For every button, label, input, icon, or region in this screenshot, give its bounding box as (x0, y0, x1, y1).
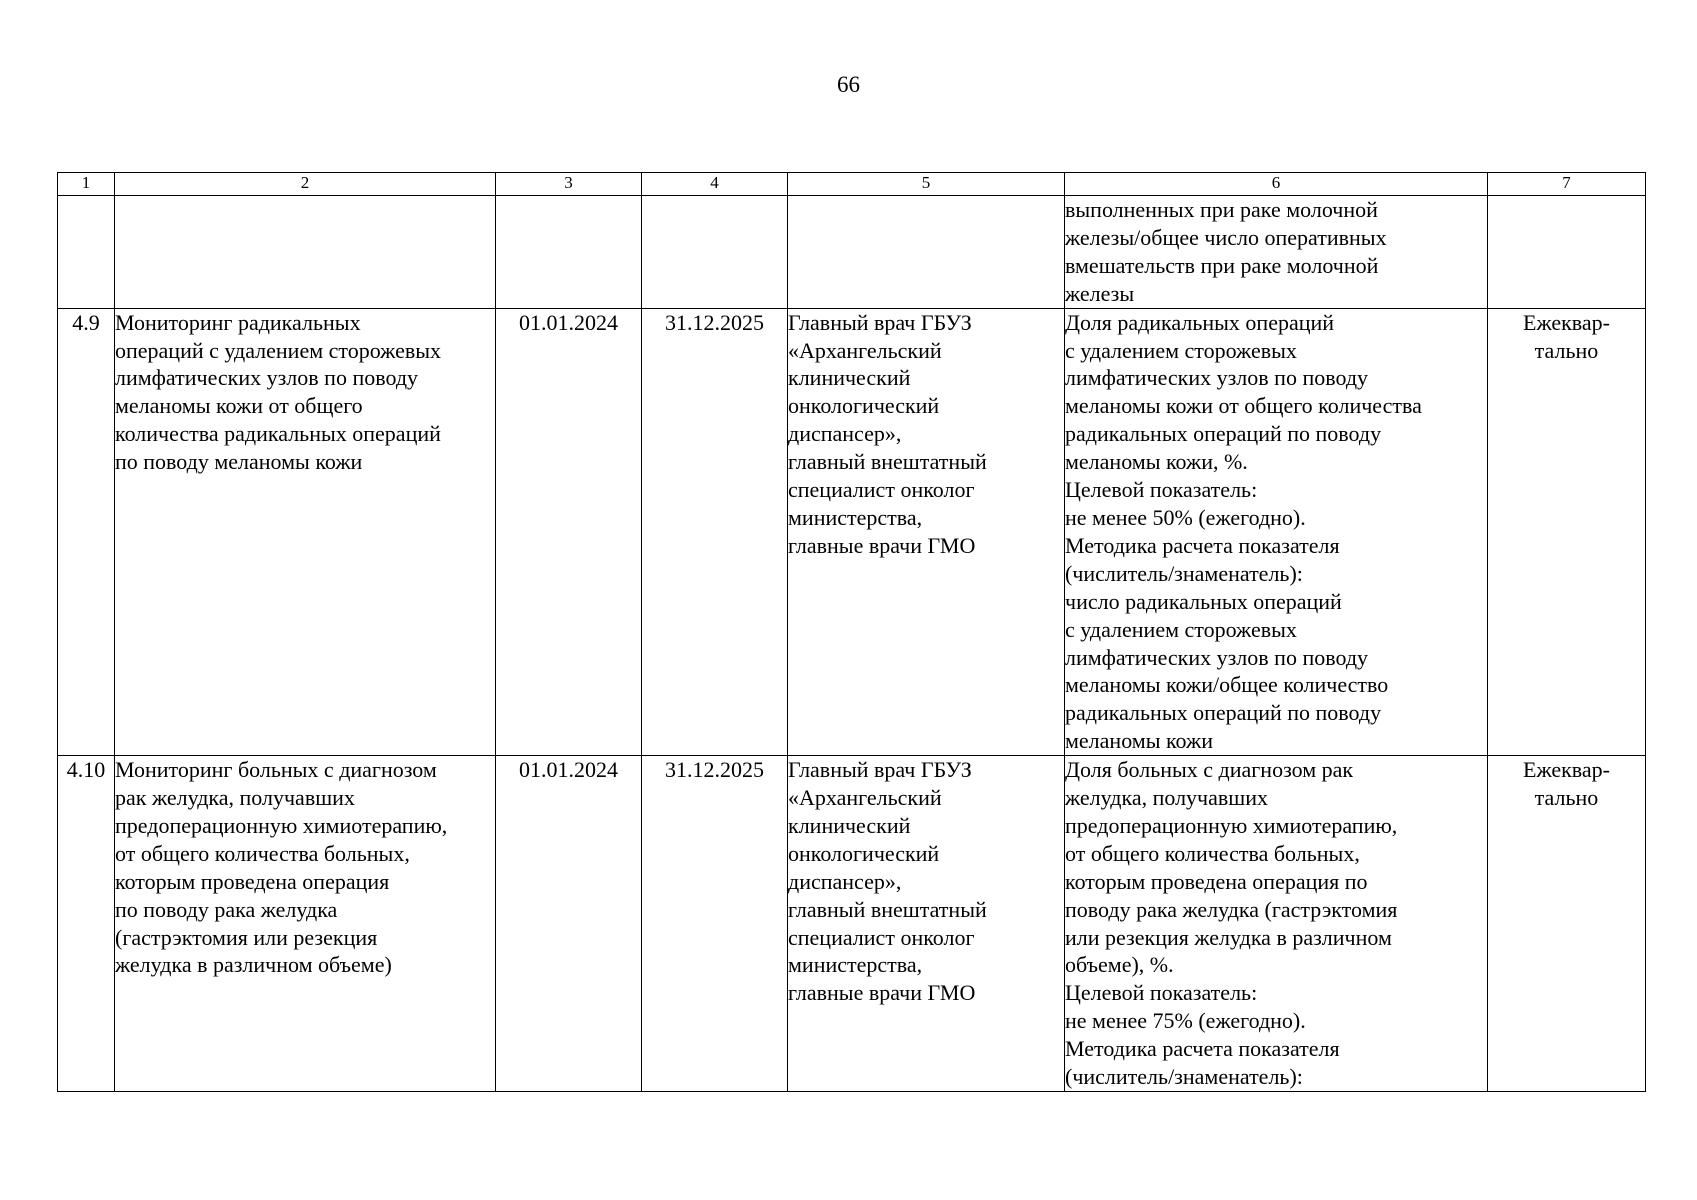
column-header: 5 (788, 173, 1065, 196)
event-cell: Мониторинг радикальных операций с удалением сторожевых лимфатических узлов по поводу меланомы кожи от общего количества радикальных операций по поводу меланомы кожи (115, 308, 496, 756)
period-cell: Ежеквар- тально (1488, 308, 1646, 756)
row-number (58, 196, 115, 309)
column-header: 6 (1065, 173, 1488, 196)
page-number: 66 (837, 72, 860, 97)
table-row (58, 308, 1646, 756)
end-date-cell: 31.12.2025 (642, 756, 788, 1092)
start-date-cell: 01.01.2024 (496, 756, 642, 1092)
column-header: 4 (642, 173, 788, 196)
indicator-cell: выполненных при раке молочной железы/общее число оперативных вмешательств при раке молочной железы (1065, 196, 1488, 309)
start-date-cell: 01.01.2024 (496, 308, 642, 756)
end-date-cell (642, 196, 788, 309)
responsible-cell (788, 196, 1065, 309)
plan-table (57, 172, 1646, 1092)
event-cell (115, 196, 496, 309)
start-date-cell (496, 196, 642, 309)
responsible-cell: Главный врач ГБУЗ «Архангельский клинический онкологический диспансер», главный внештатный специалист онколог министерства, главные врачи ГМО (788, 756, 1065, 1092)
end-date-cell: 31.12.2025 (642, 308, 788, 756)
table-row (58, 196, 1646, 309)
row-number: 4.9 (58, 308, 115, 756)
column-number-row (58, 173, 1646, 196)
column-header: 3 (496, 173, 642, 196)
column-header: 2 (115, 173, 496, 196)
period-cell (1488, 196, 1646, 309)
table-row (58, 756, 1646, 1092)
column-header: 7 (1488, 173, 1646, 196)
indicator-cell: Доля радикальных операций с удалением сторожевых лимфатических узлов по поводу меланомы кожи от общего количества радикальных операций по поводу меланомы кожи, %. Целевой показатель: не менее 50% (ежегодно). Методика расчета показателя (числитель/знаменатель): число радикальных операций с удалением сторожевых лимфатических узлов по поводу меланомы кожи/общее количество радикальных операций по поводу меланомы кожи (1065, 308, 1488, 756)
row-number: 4.10 (58, 756, 115, 1092)
event-cell: Мониторинг больных с диагнозом рак желудка, получавших предоперационную химиотерапию, от общего количества больных, которым проведена операция по поводу рака желудка (гастрэктомия или резекция желудка в различном объеме) (115, 756, 496, 1092)
indicator-cell: Доля больных с диагнозом рак желудка, получавших предоперационную химиотерапию, от общего количества больных, которым проведена операция по поводу рака желудка (гастрэктомия или резекция желудка в различном объеме), %. Целевой показатель: не менее 75% (ежегодно). Методика расчета показателя (числитель/знаменатель): (1065, 756, 1488, 1092)
period-cell: Ежеквар- тально (1488, 756, 1646, 1092)
responsible-cell: Главный врач ГБУЗ «Архангельский клинический онкологический диспансер», главный внештатный специалист онколог министерства, главные врачи ГМО (788, 308, 1065, 756)
column-header: 1 (58, 173, 115, 196)
